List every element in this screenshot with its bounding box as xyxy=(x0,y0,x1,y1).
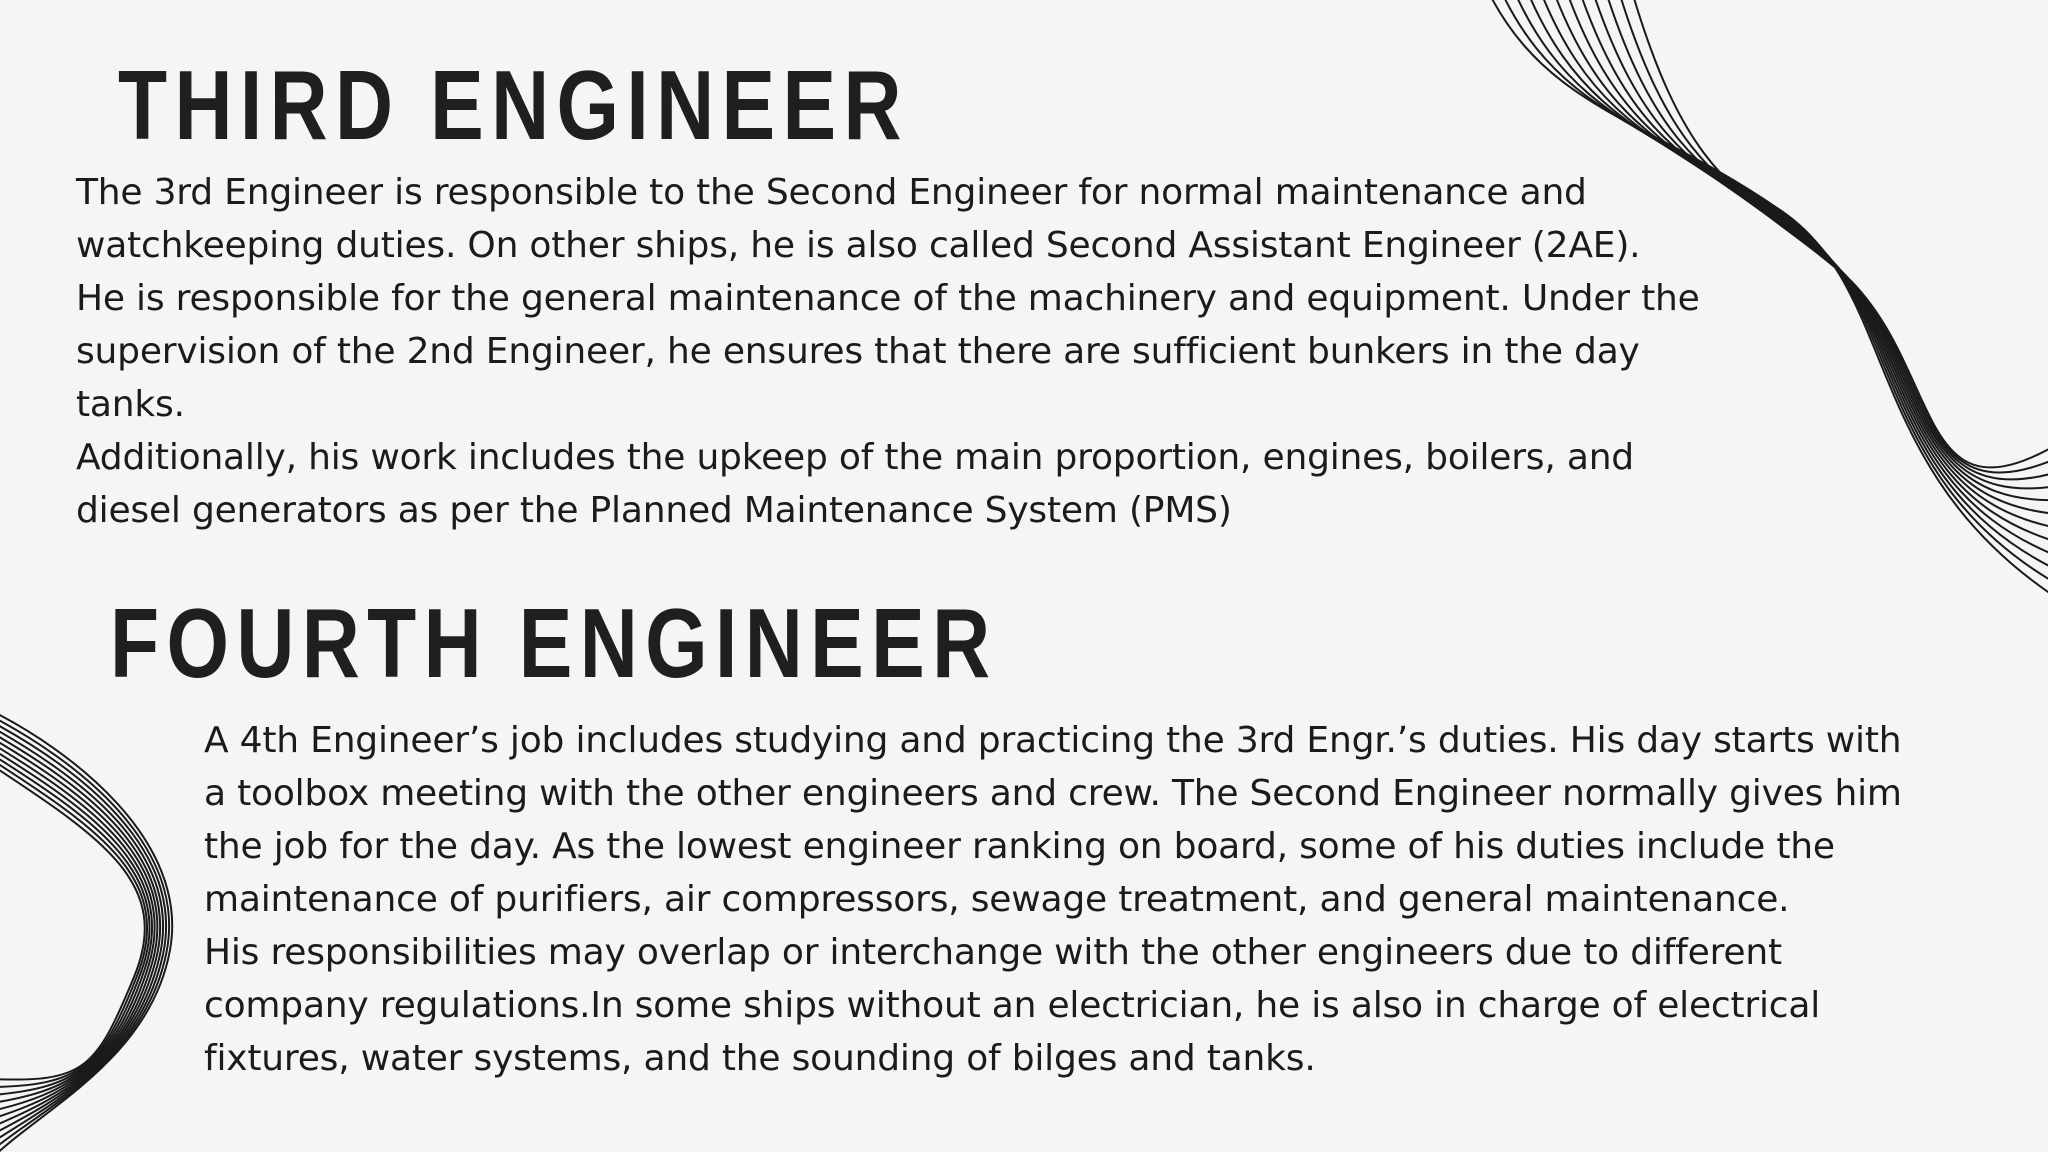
wave-line xyxy=(0,748,152,1104)
wave-line xyxy=(0,732,160,1128)
wave-line xyxy=(0,737,157,1120)
fourth-engineer-heading: FOURTH ENGINEER xyxy=(110,588,998,698)
wave-line xyxy=(0,710,172,1152)
wave-line xyxy=(0,764,145,1080)
wave-lines-decoration-bottom-left xyxy=(0,690,230,1152)
third-engineer-heading: THIRD ENGINEER xyxy=(118,50,909,160)
third-engineer-line: tanks. xyxy=(76,384,185,425)
wave-line xyxy=(0,759,147,1088)
third-engineer-line: The 3rd Engineer is responsible to the Second Engineer for normal maintenance and xyxy=(76,172,1587,213)
wave-line xyxy=(0,721,166,1144)
third-engineer-line: Additionally, his work includes the upkeep of the main proportion, engines, boilers, and xyxy=(76,437,1634,478)
fourth-engineer-description xyxy=(204,714,1994,1085)
fourth-engineer-line: the job for the day. As the lowest engineer ranking on board, some of his duties include the xyxy=(204,826,1835,867)
fourth-engineer-line: His responsibilities may overlap or interchange with the other engineers due to different xyxy=(204,932,1782,973)
third-engineer-line: watchkeeping duties. On other ships, he is also called Second Assistant Engineer (2AE). xyxy=(76,225,1641,266)
third-engineer-line: supervision of the 2nd Engineer, he ensures that there are sufficient bunkers in the day xyxy=(76,331,1640,372)
wave-line xyxy=(0,726,163,1135)
third-engineer-description xyxy=(76,166,1776,537)
fourth-engineer-line: maintenance of purifiers, air compressors, sewage treatment, and general maintenance. xyxy=(204,879,1790,920)
fourth-engineer-line: company regulations.In some ships without an electrician, he is also in charge of electrical xyxy=(204,985,1821,1026)
fourth-engineer-line: A 4th Engineer’s job includes studying and practicing the 3rd Engr.’s duties. His day starts with xyxy=(204,720,1902,761)
third-engineer-line: diesel generators as per the Planned Maintenance System (PMS) xyxy=(76,490,1232,531)
fourth-engineer-line: fixtures, water systems, and the sounding of bilges and tanks. xyxy=(204,1038,1316,1079)
third-engineer-line: He is responsible for the general maintenance of the machinery and equipment. Under the xyxy=(76,278,1700,319)
fourth-engineer-line: a toolbox meeting with the other engineers and crew. The Second Engineer normally gives him xyxy=(204,773,1902,814)
wave-line xyxy=(0,753,150,1095)
wave-line xyxy=(0,715,169,1152)
wave-line xyxy=(0,742,155,1111)
